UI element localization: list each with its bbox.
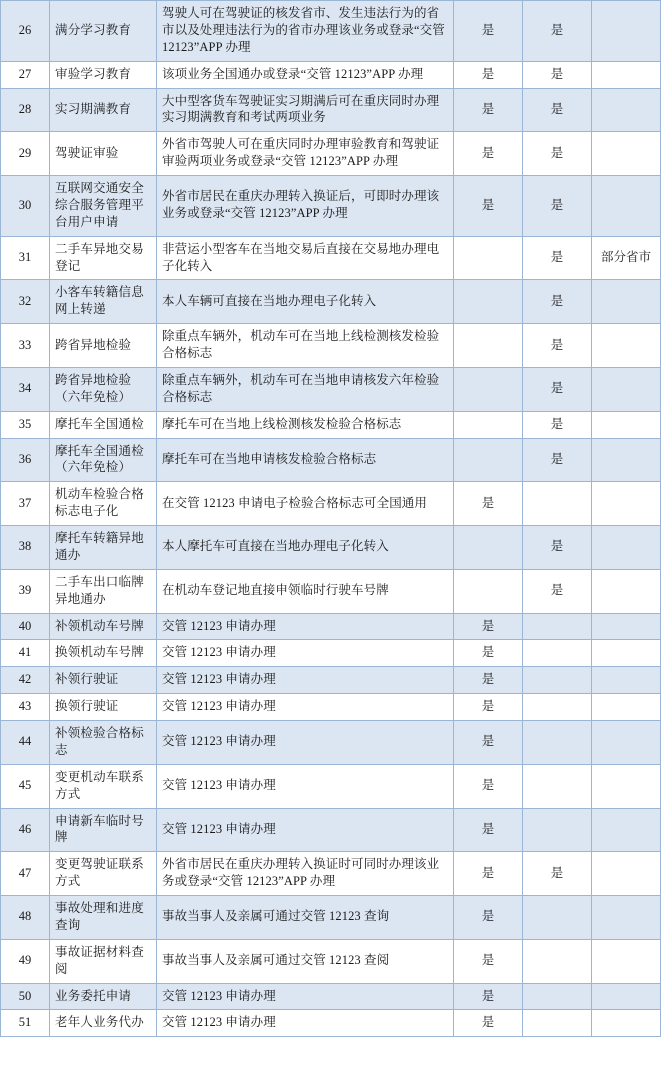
cell-flag-3 xyxy=(592,939,661,983)
cell-service-name: 驾驶证审验 xyxy=(50,132,157,176)
cell-flag-2 xyxy=(523,983,592,1010)
cell-index: 42 xyxy=(1,667,50,694)
cell-index: 29 xyxy=(1,132,50,176)
cell-flag-1: 是 xyxy=(454,896,523,940)
table-row xyxy=(1,983,661,1010)
table-row xyxy=(1,721,661,765)
cell-description: 摩托车可在当地申请核发检验合格标志 xyxy=(157,438,454,482)
cell-service-name: 二手车异地交易登记 xyxy=(50,236,157,280)
cell-flag-2 xyxy=(523,613,592,640)
cell-flag-2 xyxy=(523,1010,592,1037)
cell-description: 在机动车登记地直接申领临时行驶车号牌 xyxy=(157,569,454,613)
cell-index: 47 xyxy=(1,852,50,896)
cell-index: 32 xyxy=(1,280,50,324)
table-row xyxy=(1,613,661,640)
cell-flag-1: 是 xyxy=(454,694,523,721)
cell-flag-3 xyxy=(592,1,661,62)
cell-flag-3 xyxy=(592,640,661,667)
cell-flag-1: 是 xyxy=(454,482,523,526)
cell-flag-2 xyxy=(523,896,592,940)
cell-flag-3 xyxy=(592,132,661,176)
cell-flag-3 xyxy=(592,526,661,570)
cell-index: 37 xyxy=(1,482,50,526)
cell-flag-2: 是 xyxy=(523,88,592,132)
cell-index: 49 xyxy=(1,939,50,983)
cell-index: 46 xyxy=(1,808,50,852)
cell-description: 交管 12123 申请办理 xyxy=(157,983,454,1010)
cell-service-name: 二手车出口临牌异地通办 xyxy=(50,569,157,613)
table-row xyxy=(1,808,661,852)
cell-index: 27 xyxy=(1,61,50,88)
cell-flag-2 xyxy=(523,808,592,852)
table-row xyxy=(1,526,661,570)
cell-flag-2 xyxy=(523,482,592,526)
cell-index: 43 xyxy=(1,694,50,721)
cell-service-name: 补领机动车号牌 xyxy=(50,613,157,640)
cell-description: 交管 12123 申请办理 xyxy=(157,613,454,640)
cell-flag-2 xyxy=(523,667,592,694)
cell-index: 40 xyxy=(1,613,50,640)
table-row xyxy=(1,852,661,896)
table-row xyxy=(1,640,661,667)
cell-flag-1: 是 xyxy=(454,613,523,640)
cell-service-name: 互联网交通安全综合服务管理平台用户申请 xyxy=(50,176,157,237)
cell-index: 30 xyxy=(1,176,50,237)
cell-service-name: 实习期满教育 xyxy=(50,88,157,132)
cell-service-name: 补领检验合格标志 xyxy=(50,721,157,765)
cell-description: 该项业务全国通办或登录“交管 12123”APP 办理 xyxy=(157,61,454,88)
cell-service-name: 换领行驶证 xyxy=(50,694,157,721)
cell-service-name: 申请新车临时号牌 xyxy=(50,808,157,852)
cell-flag-2 xyxy=(523,640,592,667)
cell-service-name: 变更驾驶证联系方式 xyxy=(50,852,157,896)
cell-flag-1: 是 xyxy=(454,667,523,694)
table-row xyxy=(1,236,661,280)
cell-service-name: 事故证据材料查阅 xyxy=(50,939,157,983)
table-row xyxy=(1,280,661,324)
cell-flag-3 xyxy=(592,983,661,1010)
cell-flag-3 xyxy=(592,694,661,721)
cell-flag-2: 是 xyxy=(523,367,592,411)
cell-flag-2: 是 xyxy=(523,438,592,482)
cell-flag-3 xyxy=(592,764,661,808)
cell-flag-2: 是 xyxy=(523,176,592,237)
cell-flag-3 xyxy=(592,367,661,411)
cell-flag-3 xyxy=(592,438,661,482)
cell-service-name: 满分学习教育 xyxy=(50,1,157,62)
cell-flag-1: 是 xyxy=(454,808,523,852)
cell-flag-3 xyxy=(592,721,661,765)
cell-index: 50 xyxy=(1,983,50,1010)
table-row xyxy=(1,1,661,62)
cell-index: 34 xyxy=(1,367,50,411)
cell-flag-2 xyxy=(523,764,592,808)
cell-index: 36 xyxy=(1,438,50,482)
cell-description: 大中型客货车驾驶证实习期满后可在重庆同时办理实习期满教育和考试两项业务 xyxy=(157,88,454,132)
cell-flag-2: 是 xyxy=(523,526,592,570)
cell-description: 交管 12123 申请办理 xyxy=(157,808,454,852)
cell-service-name: 摩托车全国通检（六年免检） xyxy=(50,438,157,482)
cell-description: 外省市驾驶人可在重庆同时办理审验教育和驾驶证审验两项业务或登录“交管 12123”APP 办理 xyxy=(157,132,454,176)
cell-flag-2: 是 xyxy=(523,852,592,896)
cell-index: 51 xyxy=(1,1010,50,1037)
cell-flag-2: 是 xyxy=(523,280,592,324)
cell-flag-2 xyxy=(523,939,592,983)
cell-description: 驾驶人可在驾驶证的核发省市、发生违法行为的省市以及处理违法行为的省市办理该业务或登录“交管 12123”APP 办理 xyxy=(157,1,454,62)
cell-description: 在交管 12123 申请电子检验合格标志可全国通用 xyxy=(157,482,454,526)
cell-description: 交管 12123 申请办理 xyxy=(157,694,454,721)
table-row xyxy=(1,176,661,237)
cell-description: 事故当事人及亲属可通过交管 12123 查询 xyxy=(157,896,454,940)
cell-description: 外省市居民在重庆办理转入换证时可同时办理该业务或登录“交管 12123”APP 办理 xyxy=(157,852,454,896)
cell-description: 摩托车可在当地上线检测核发检验合格标志 xyxy=(157,411,454,438)
cell-service-name: 业务委托申请 xyxy=(50,983,157,1010)
cell-flag-2: 是 xyxy=(523,61,592,88)
cell-flag-2 xyxy=(523,694,592,721)
cell-flag-2: 是 xyxy=(523,132,592,176)
cell-index: 45 xyxy=(1,764,50,808)
cell-service-name: 变更机动车联系方式 xyxy=(50,764,157,808)
cell-description: 交管 12123 申请办理 xyxy=(157,1010,454,1037)
cell-flag-3: 部分省市 xyxy=(592,236,661,280)
cell-service-name: 机动车检验合格标志电子化 xyxy=(50,482,157,526)
cell-index: 48 xyxy=(1,896,50,940)
table-row xyxy=(1,764,661,808)
cell-flag-3 xyxy=(592,324,661,368)
cell-description: 交管 12123 申请办理 xyxy=(157,721,454,765)
cell-service-name: 摩托车全国通检 xyxy=(50,411,157,438)
cell-flag-2: 是 xyxy=(523,236,592,280)
cell-flag-1 xyxy=(454,367,523,411)
cell-index: 44 xyxy=(1,721,50,765)
cell-flag-3 xyxy=(592,61,661,88)
cell-description: 本人车辆可直接在当地办理电子化转入 xyxy=(157,280,454,324)
cell-service-name: 事故处理和进度查询 xyxy=(50,896,157,940)
cell-flag-1: 是 xyxy=(454,88,523,132)
table-body xyxy=(1,1,661,1037)
cell-service-name: 换领机动车号牌 xyxy=(50,640,157,667)
cell-flag-1 xyxy=(454,438,523,482)
cell-index: 35 xyxy=(1,411,50,438)
cell-flag-2: 是 xyxy=(523,324,592,368)
table-row xyxy=(1,694,661,721)
cell-flag-1: 是 xyxy=(454,132,523,176)
cell-flag-1: 是 xyxy=(454,983,523,1010)
cell-flag-2: 是 xyxy=(523,411,592,438)
cell-description: 交管 12123 申请办理 xyxy=(157,764,454,808)
cell-service-name: 审验学习教育 xyxy=(50,61,157,88)
cell-flag-3 xyxy=(592,613,661,640)
cell-index: 38 xyxy=(1,526,50,570)
cell-flag-1 xyxy=(454,236,523,280)
cell-flag-3 xyxy=(592,88,661,132)
cell-index: 39 xyxy=(1,569,50,613)
table-row xyxy=(1,61,661,88)
cell-service-name: 跨省异地检验 xyxy=(50,324,157,368)
cell-description: 本人摩托车可直接在当地办理电子化转入 xyxy=(157,526,454,570)
cell-flag-1: 是 xyxy=(454,640,523,667)
cell-flag-1: 是 xyxy=(454,1010,523,1037)
cell-flag-1 xyxy=(454,411,523,438)
cell-flag-1 xyxy=(454,280,523,324)
cell-flag-1: 是 xyxy=(454,721,523,765)
cell-flag-1: 是 xyxy=(454,939,523,983)
table-row xyxy=(1,569,661,613)
table-row xyxy=(1,88,661,132)
cell-index: 41 xyxy=(1,640,50,667)
cell-flag-3 xyxy=(592,896,661,940)
cell-flag-1 xyxy=(454,526,523,570)
cell-description: 交管 12123 申请办理 xyxy=(157,640,454,667)
cell-flag-2 xyxy=(523,721,592,765)
table-row xyxy=(1,1010,661,1037)
cell-flag-3 xyxy=(592,667,661,694)
cell-flag-1: 是 xyxy=(454,61,523,88)
cell-flag-3 xyxy=(592,411,661,438)
cell-description: 除重点车辆外，机动车可在当地上线检测核发检验合格标志 xyxy=(157,324,454,368)
cell-description: 除重点车辆外，机动车可在当地申请核发六年检验合格标志 xyxy=(157,367,454,411)
cell-service-name: 摩托车转籍异地通办 xyxy=(50,526,157,570)
cell-flag-1: 是 xyxy=(454,852,523,896)
cell-flag-1: 是 xyxy=(454,1,523,62)
table-row xyxy=(1,482,661,526)
cell-flag-3 xyxy=(592,852,661,896)
cell-flag-1 xyxy=(454,324,523,368)
table-row xyxy=(1,132,661,176)
table-row xyxy=(1,324,661,368)
cell-service-name: 补领行驶证 xyxy=(50,667,157,694)
cell-flag-3 xyxy=(592,176,661,237)
cell-service-name: 跨省异地检验（六年免检） xyxy=(50,367,157,411)
cell-index: 26 xyxy=(1,1,50,62)
cell-service-name: 老年人业务代办 xyxy=(50,1010,157,1037)
table-row xyxy=(1,367,661,411)
cell-description: 外省市居民在重庆办理转入换证后，可即时办理该业务或登录“交管 12123”APP 办理 xyxy=(157,176,454,237)
table-row xyxy=(1,896,661,940)
cell-flag-2: 是 xyxy=(523,569,592,613)
cell-flag-1: 是 xyxy=(454,764,523,808)
cell-description: 非营运小型客车在当地交易后直接在交易地办理电子化转入 xyxy=(157,236,454,280)
cell-flag-2: 是 xyxy=(523,1,592,62)
cell-service-name: 小客车转籍信息网上转递 xyxy=(50,280,157,324)
cell-flag-1 xyxy=(454,569,523,613)
cell-flag-1: 是 xyxy=(454,176,523,237)
cell-flag-3 xyxy=(592,280,661,324)
cell-description: 事故当事人及亲属可通过交管 12123 查阅 xyxy=(157,939,454,983)
cell-index: 31 xyxy=(1,236,50,280)
cell-flag-3 xyxy=(592,569,661,613)
cell-description: 交管 12123 申请办理 xyxy=(157,667,454,694)
table-row xyxy=(1,438,661,482)
table-row xyxy=(1,411,661,438)
cell-index: 28 xyxy=(1,88,50,132)
table-row xyxy=(1,667,661,694)
table-row xyxy=(1,939,661,983)
cell-flag-3 xyxy=(592,482,661,526)
cell-flag-3 xyxy=(592,808,661,852)
cell-flag-3 xyxy=(592,1010,661,1037)
cell-index: 33 xyxy=(1,324,50,368)
